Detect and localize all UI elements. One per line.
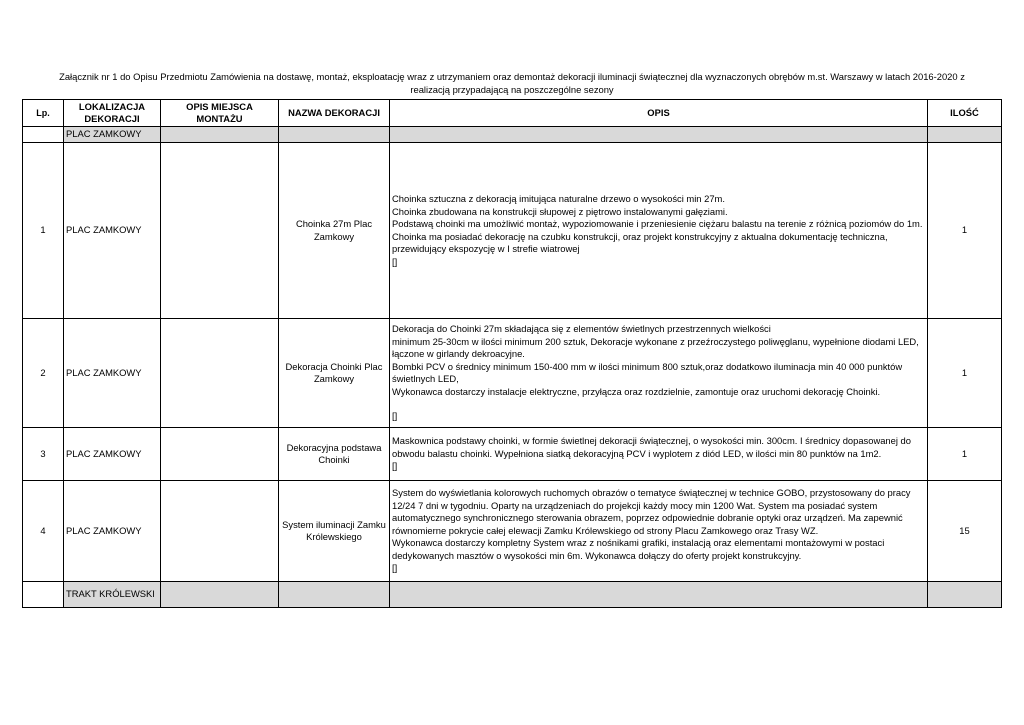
header-nazwa: NAZWA DEKORACJI [279, 100, 390, 127]
section-cell [279, 127, 390, 143]
opis-line: Choinka zbudowana na konstrukcji słupowej z piętrowo instalowanymi gałęziami. [392, 205, 728, 217]
opis-line: [] [392, 410, 398, 422]
row-ilosc: 1 [928, 319, 1002, 428]
row-nazwa: Choinka 27m Plac Zamkowy [279, 143, 390, 319]
decorations-table [22, 99, 1002, 608]
row-opis-miejsca [161, 481, 279, 582]
header-opis: OPIS [390, 100, 928, 127]
section-lp-cell [23, 582, 64, 608]
row-lokalizacja: PLAC ZAMKOWY [64, 428, 161, 481]
row-nazwa: System iluminacji Zamku Królewskiego [279, 481, 390, 582]
row-ilosc: 1 [928, 428, 1002, 481]
row-nazwa: Dekoracja Choinki Plac Zamkowy [279, 319, 390, 428]
header-row [23, 100, 1002, 127]
opis-line: minimum 25-30cm w ilości minimum 200 sztuk, Dekoracje wykonane z przeźroczystego poliwęglanu, wypełnione diodami LED, łączone w girlandy dekroacyjne. [392, 335, 919, 360]
section-lp-cell [23, 127, 64, 143]
section-cell [928, 582, 1002, 608]
opis-line: Wykonawca dostarczy kompletny System wraz z nośnikami grafiki, instalacją oraz elementami montażowymi w postaci dedykowanych masztów o wysokości min 6m. Wykonawca dołączy do oferty projekt konstrukcyjny. [392, 537, 885, 561]
section-row-trakt-krolewski [23, 582, 1002, 608]
table-row [23, 428, 1002, 481]
section-cell [161, 582, 279, 608]
document-title [22, 70, 1002, 96]
table-row [23, 481, 1002, 582]
row-lp: 2 [23, 319, 64, 428]
section-label: TRAKT KRÓLEWSKI [64, 582, 161, 608]
row-opis [390, 143, 928, 319]
opis-line: Dekoracja do Choinki 27m składająca się z elementów świetlnych przestrzennych wielkości [392, 323, 771, 335]
opis-line: System do wyświetlania kolorowych ruchomych obrazów o tematyce świątecznej w technice GOBO, przystosowany do pracy 12/24 7 dni w tygodniu. Oparty na urządzeniach do projekcji każdy mocy min 1200 Wat. System ma posiadać system automatycznego synchronicznego sterowania obrazem, poprzez odpowiednie dobranie optyki oraz urządzeń. Ma zapewnić równomierne pokrycie całej elewacji Zamku Królewskiego od strony Placu Zamkowego oraz Trasy WZ. [392, 487, 911, 536]
row-ilosc: 1 [928, 143, 1002, 319]
row-opis [390, 319, 928, 428]
header-ilosc: ILOŚĆ [928, 100, 1002, 127]
opis-line: Wykonawca dostarczy instalacje elektryczne, przyłącza oraz rozdzielnie, zamontuje oraz uruchomi dekorację Choinki. [392, 385, 881, 397]
row-lokalizacja: PLAC ZAMKOWY [64, 481, 161, 582]
header-lokalizacja: LOKALIZACJA DEKORACJI [64, 100, 161, 127]
row-opis [390, 428, 928, 481]
opis-line: Bombki PCV o średnicy minimum 150-400 mm w ilości minimum 800 sztuk,oraz dodatkowo iluminacja min 40 000 punktów świetlnych LED, [392, 360, 903, 385]
table-row [23, 319, 1002, 428]
header-lp: Lp. [23, 100, 64, 127]
opis-line: Podstawą choinki ma umożliwić montaż, wypoziomowanie i przeniesienie ciężaru balastu na terenie z różnicą poziomów do 1m. [392, 218, 923, 229]
row-lp: 3 [23, 428, 64, 481]
section-cell [390, 127, 928, 143]
row-opis-miejsca [161, 143, 279, 319]
opis-line: Maskownica podstawy choinki, w formie świetlnej dekoracji świątecznej, o wysokości min. 300cm. I średnicy dopasowanej do obwodu balastu choinki. Wypełniona siatką dekoracyjną PCV i wyplotem z diód LED, w ilości min 80 punktów na 1m2. [392, 435, 911, 459]
row-lokalizacja: PLAC ZAMKOWY [64, 143, 161, 319]
row-ilosc: 15 [928, 481, 1002, 582]
row-lp: 1 [23, 143, 64, 319]
section-label: PLAC ZAMKOWY [64, 127, 161, 143]
title-line-2: realizacją przypadającą na poszczególne sezony [410, 84, 614, 95]
row-opis [390, 481, 928, 582]
opis-line: [] [392, 562, 398, 574]
section-cell [279, 582, 390, 608]
opis-line: Choinka ma posiadać dekorację na czubku konstrukcji, oraz projekt konstrukcyjny z aktualna dokumentację techniczna, przewidujący ekspozycję w I strefie wiatrowej [392, 230, 888, 254]
opis-line: [] [392, 460, 398, 472]
section-cell [161, 127, 279, 143]
section-cell [928, 127, 1002, 143]
row-lp: 4 [23, 481, 64, 582]
section-cell [390, 582, 928, 608]
row-nazwa: Dekoracyjna podstawa Choinki [279, 428, 390, 481]
section-row-plac-zamkowy [23, 127, 1002, 143]
opis-line: Choinka sztuczna z dekoracją imitująca naturalne drzewo o wysokości min 27m. [392, 193, 725, 204]
table-row [23, 143, 1002, 319]
title-line-1: Załącznik nr 1 do Opisu Przedmiotu Zamówienia na dostawę, montaż, eksploatację wraz z utrzymaniem oraz demontaż dekoracji iluminacji świątecznej dla wyznaczonych obrębów m.st. Warszawy w latach 2016-2020 z [59, 71, 965, 82]
row-opis-miejsca [161, 428, 279, 481]
header-opis-miejsca: OPIS MIEJSCA MONTAŻU [161, 100, 279, 127]
opis-line [392, 398, 925, 410]
row-lokalizacja: PLAC ZAMKOWY [64, 319, 161, 428]
opis-line: [] [392, 255, 398, 267]
row-opis-miejsca [161, 319, 279, 428]
